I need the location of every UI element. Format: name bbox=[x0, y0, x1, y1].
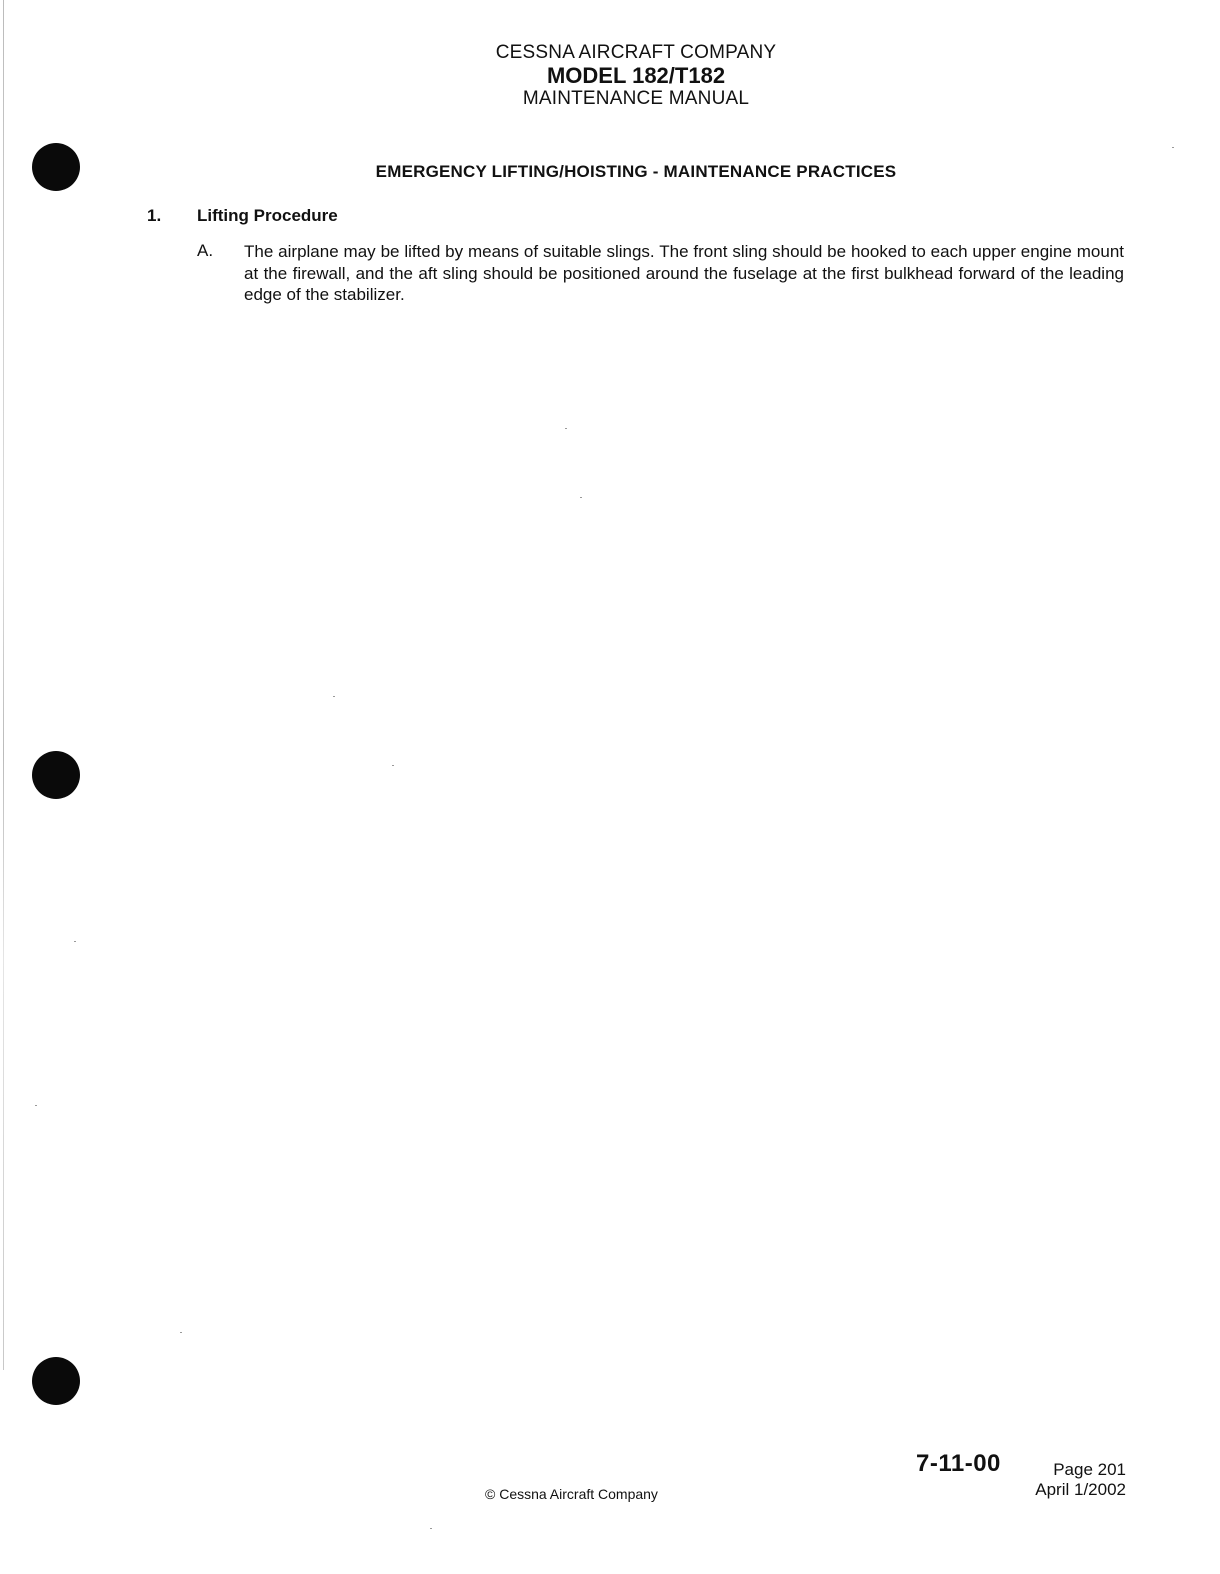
document-header bbox=[0, 42, 1220, 110]
scan-speck bbox=[430, 1528, 432, 1529]
binder-hole-middle bbox=[32, 751, 80, 799]
scan-speck bbox=[333, 696, 335, 697]
scan-speck bbox=[180, 1332, 182, 1333]
scan-speck bbox=[565, 428, 567, 429]
page-edge-line bbox=[3, 0, 4, 1370]
company-name: CESSNA AIRCRAFT COMPANY bbox=[495, 42, 777, 63]
step-number: 1. bbox=[147, 206, 162, 225]
binder-hole-bottom bbox=[32, 1357, 80, 1405]
model-title: MODEL 182/T182 bbox=[546, 63, 726, 88]
section-title: EMERGENCY LIFTING/HOISTING - MAINTENANCE PRACTICES bbox=[375, 162, 897, 181]
revision-date: April 1/2002 bbox=[1035, 1480, 1126, 1499]
substep-label: A. bbox=[197, 241, 214, 260]
page-number: Page 201 bbox=[1053, 1460, 1126, 1479]
scan-speck bbox=[392, 765, 394, 766]
chapter-number: 7-11-00 bbox=[916, 1450, 1001, 1477]
substep-text: The airplane may be lifted by means of suitable slings. The front sling should be hooked to each upper engine mount at the firewall, and the aft sling should be positioned around the fuselage at the first bulkhead forward of the leading edge of the stabilizer. bbox=[244, 242, 1124, 304]
scan-speck bbox=[1172, 147, 1174, 148]
scan-speck bbox=[580, 497, 582, 498]
copyright-notice: © Cessna Aircraft Company bbox=[485, 1486, 658, 1502]
manual-title: MAINTENANCE MANUAL bbox=[522, 88, 750, 109]
step-title: Lifting Procedure bbox=[197, 206, 338, 225]
scan-speck bbox=[35, 1105, 37, 1106]
scan-speck bbox=[74, 941, 76, 942]
